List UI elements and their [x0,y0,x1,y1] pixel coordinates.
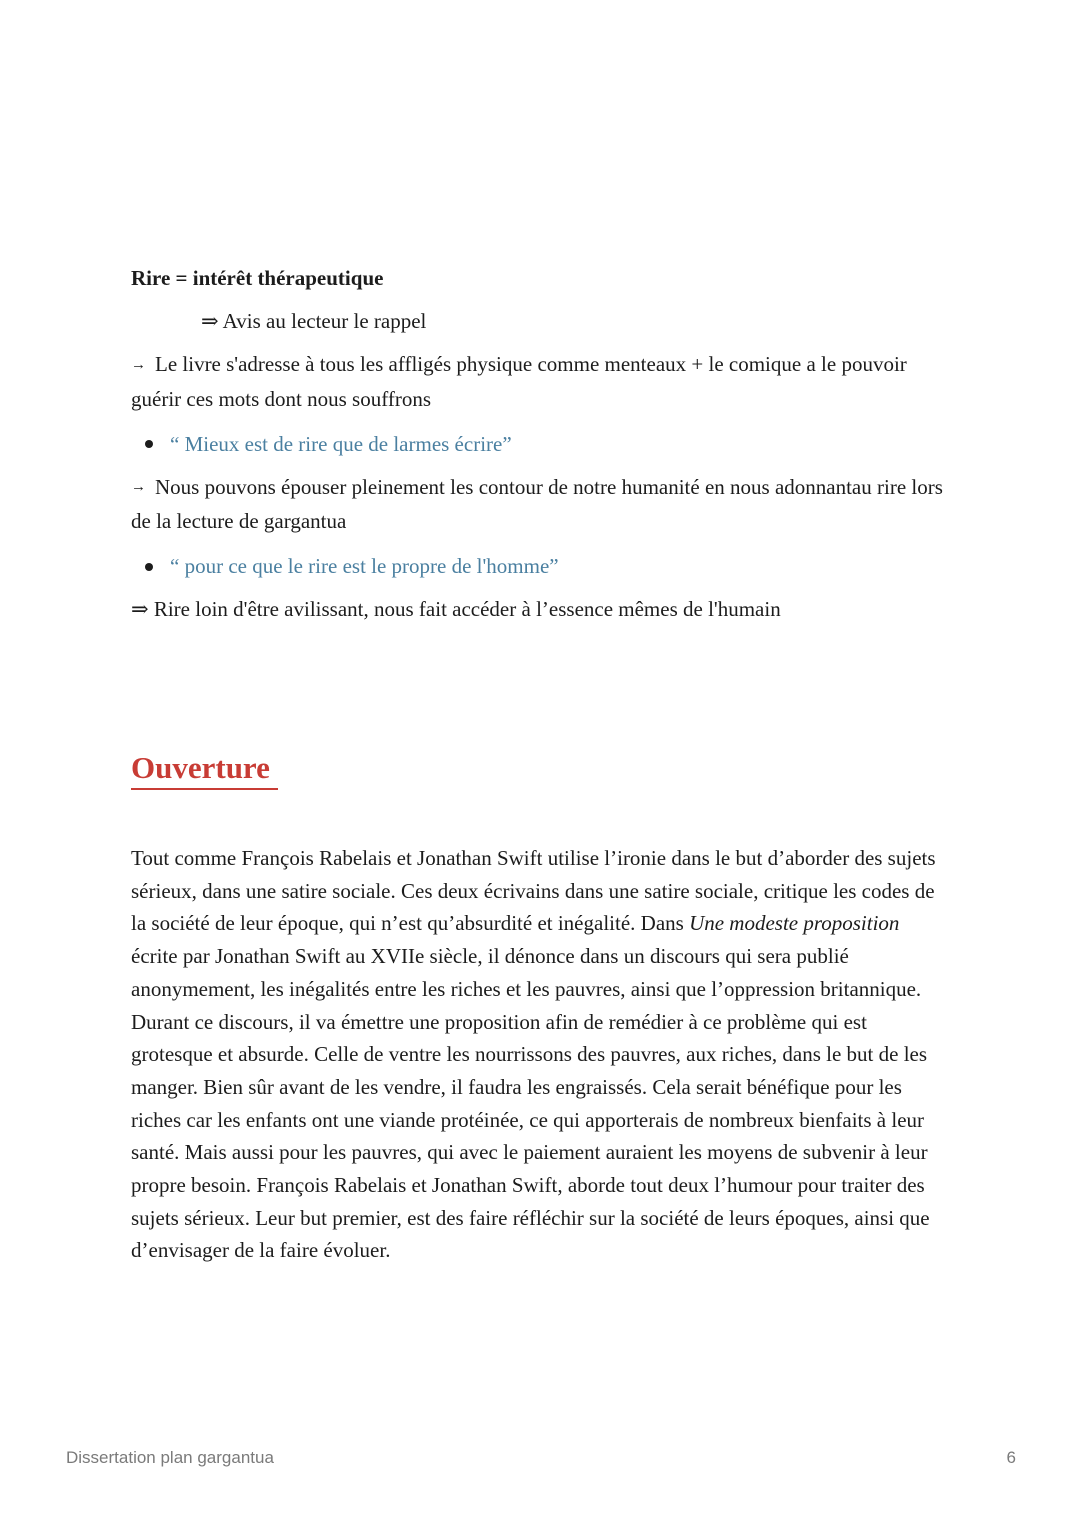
recall-line: ⇒ Avis au lecteur le rappel [201,309,427,333]
footer-document-title: Dissertation plan gargantua [66,1448,274,1467]
quote-text-1: “ Mieux est de rire que de larmes écrire” [170,431,512,456]
arrow-paragraph-1-text: Le livre s'adresse à tous les affligés physique comme menteaux + le comique a le pouvoir guérir ces mots dont nous souffrons [131,352,907,411]
page-number: 6 [1006,1448,1016,1467]
bullet-icon [145,440,153,448]
ouverture-title: Ouverture [131,748,278,790]
quote-text-2: “ pour ce que le rire est le propre de l'homme” [170,554,559,579]
right-arrow-icon: → [131,356,146,373]
arrow-paragraph-1 [131,348,951,416]
arrow-paragraph-2 [131,471,951,539]
conclusion-line: ⇒ Rire loin d'être avilissant, nous fait accéder à l’essence mêmes de l'humain [131,597,781,622]
ouverture-text-2: écrite par Jonathan Swift au XVIIe siècle, il dénonce dans un discours qui sera publié anonymement, les inégalités entre les riches et les pauvres, ainsi que l’oppression britannique. Durant ce discours, il va émettre une proposition afin de remédier à ce problème qui est grotesque et absurde. Celle de ventre les nourrissons des pauvres, aux riches, dans le but de les manger. Bien sûr avant de les vendre, il faudra les engraissés. Cela serait bénéfique pour les riches car les enfants ont une viande protéinée, ce qui apporterais de nombreux bienfaits à leur santé. Mais aussi pour les pauvres, qui avec le paiement auraient les moyens de subvenir à leur propre besoin. François Rabelais et Jonathan Swift, aborde tout deux l’humour pour traiter des sujets sérieux. Leur but premier, est des faire réfléchir sur la société de leurs époques, ainsi que d’envisager de la faire évoluer. [131,944,930,1263]
arrow-paragraph-2-text: Nous pouvons épouser pleinement les contour de notre humanité en nous adonnantau rire lors de la lecture de gargantua [131,474,943,534]
quote-bullet-1 [145,428,951,461]
section-laughter [131,262,951,626]
ouverture-text-1: Tout comme François Rabelais et Jonathan Swift utilise l’ironie dans le but d’aborder des sujets sérieux, dans une satire sociale. Ces deux écrivains dans une satire sociale, critique les codes de la société de leur époque, qui n’est qu’absurdité et inégalité. Dans [131,846,936,936]
right-arrow-icon: → [131,479,146,496]
ouverture-paragraph [131,842,951,1267]
bullet-icon [145,563,153,571]
section-heading: Rire = intérêt thérapeutique [131,266,384,290]
book-title: Une modeste proposition [689,911,900,936]
quote-bullet-2 [145,550,951,583]
